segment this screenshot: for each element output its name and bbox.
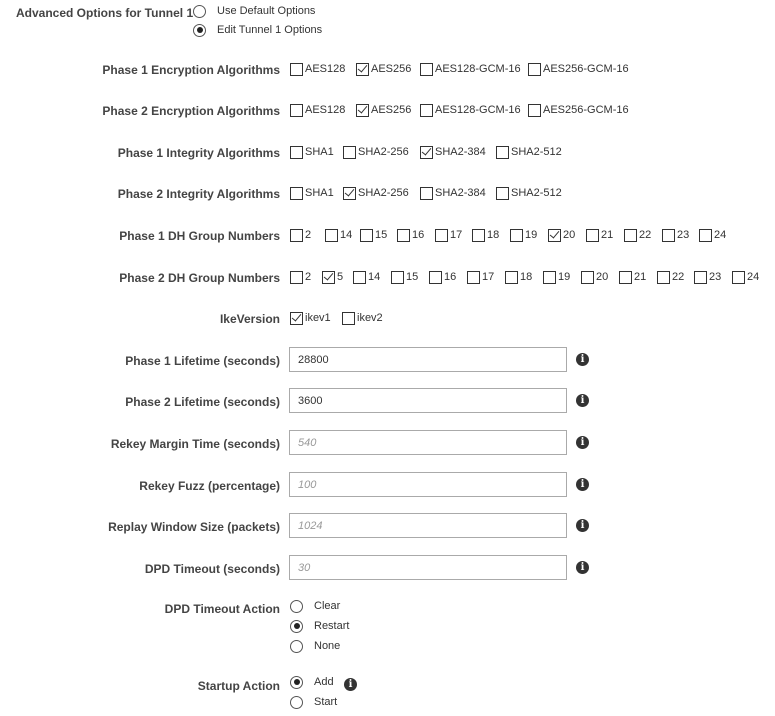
checkbox-box[interactable] bbox=[619, 271, 632, 284]
checkbox-label: AES256 bbox=[371, 63, 412, 75]
input-placeholder: 540 bbox=[298, 436, 317, 449]
phase1-dh-label: Phase 1 DH Group Numbers bbox=[119, 229, 280, 243]
checkbox-dh-2[interactable] bbox=[290, 269, 311, 285]
checkbox-label: SHA2-256 bbox=[358, 187, 409, 199]
checkbox-dh-16[interactable] bbox=[429, 269, 456, 285]
checkbox-label: 24 bbox=[747, 271, 760, 283]
checkbox-box[interactable] bbox=[472, 229, 485, 242]
checkbox-box[interactable] bbox=[420, 187, 433, 200]
info-icon[interactable]: i bbox=[576, 478, 589, 491]
radio-label: Restart bbox=[314, 620, 350, 632]
checkbox-label: 23 bbox=[677, 229, 690, 241]
checkbox-label: AES256-GCM-16 bbox=[543, 104, 629, 116]
checkbox-box[interactable] bbox=[343, 187, 356, 200]
radio-button[interactable] bbox=[290, 620, 303, 633]
checkbox-label: SHA2-384 bbox=[435, 146, 486, 158]
checkbox-dh-17[interactable] bbox=[467, 269, 494, 285]
checkbox-dh-24[interactable] bbox=[699, 227, 726, 243]
checkbox-dh-24[interactable] bbox=[732, 269, 759, 285]
phase2-dh-label: Phase 2 DH Group Numbers bbox=[119, 271, 280, 285]
checkbox-box[interactable] bbox=[420, 63, 433, 76]
checkbox-box[interactable] bbox=[496, 146, 509, 159]
checkbox-label: SHA1 bbox=[305, 146, 334, 158]
checkbox-box[interactable] bbox=[325, 229, 338, 242]
info-icon[interactable]: i bbox=[576, 394, 589, 407]
checkbox-box[interactable] bbox=[662, 229, 675, 242]
checkbox-dh-5[interactable] bbox=[322, 269, 343, 285]
checkbox-aes256-gcm-16[interactable] bbox=[528, 102, 629, 118]
checkbox-box[interactable] bbox=[699, 229, 712, 242]
checkbox-box[interactable] bbox=[496, 187, 509, 200]
checkbox-box[interactable] bbox=[429, 271, 442, 284]
checkbox-label: SHA1 bbox=[305, 187, 334, 199]
rekey-fuzz-input[interactable] bbox=[289, 472, 567, 497]
checkbox-label: 24 bbox=[714, 229, 727, 241]
checkbox-box[interactable] bbox=[420, 104, 433, 117]
checkbox-label: SHA2-256 bbox=[358, 146, 409, 158]
ike-version-label: IkeVersion bbox=[219, 312, 280, 326]
checkbox-box[interactable] bbox=[290, 146, 303, 159]
checkbox-label: 14 bbox=[368, 271, 381, 283]
checkbox-label: AES128 bbox=[305, 63, 346, 75]
checkbox-label: AES256 bbox=[371, 104, 412, 116]
checkbox-box[interactable] bbox=[732, 271, 745, 284]
checkbox-label: 18 bbox=[487, 229, 500, 241]
phase2-integrity-label: Phase 2 Integrity Algorithms bbox=[117, 187, 280, 201]
checkbox-sha1[interactable] bbox=[290, 144, 334, 160]
input-placeholder: 30 bbox=[298, 561, 311, 574]
checkbox-aes256-gcm-16[interactable] bbox=[528, 61, 629, 77]
rekey-margin-input[interactable] bbox=[289, 430, 567, 455]
checkbox-dh-18[interactable] bbox=[505, 269, 532, 285]
replay-window-label: Replay Window Size (packets) bbox=[108, 520, 280, 534]
dpd-action-label: DPD Timeout Action bbox=[164, 602, 280, 616]
checkbox-label: SHA2-512 bbox=[511, 146, 562, 158]
checkbox-box[interactable] bbox=[528, 63, 541, 76]
checkbox-box[interactable] bbox=[624, 229, 637, 242]
input-value: 3600 bbox=[298, 394, 323, 407]
checkbox-box[interactable] bbox=[581, 271, 594, 284]
checkbox-dh-20[interactable] bbox=[581, 269, 608, 285]
info-icon[interactable]: i bbox=[576, 353, 589, 366]
radio-button[interactable] bbox=[290, 676, 303, 689]
checkbox-label: 17 bbox=[482, 271, 495, 283]
dpd-timeout-label: DPD Timeout (seconds) bbox=[144, 562, 280, 576]
checkbox-box[interactable] bbox=[510, 229, 523, 242]
radio-button[interactable] bbox=[290, 696, 303, 709]
radio-button[interactable] bbox=[290, 600, 303, 613]
checkbox-label: SHA2-384 bbox=[435, 187, 486, 199]
checkbox-box[interactable] bbox=[353, 271, 366, 284]
checkbox-dh-15[interactable] bbox=[391, 269, 418, 285]
checkbox-aes128[interactable] bbox=[290, 102, 345, 118]
checkbox-box[interactable] bbox=[290, 63, 303, 76]
checkbox-label: ikev1 bbox=[305, 312, 331, 324]
checkbox-dh-18[interactable] bbox=[472, 227, 499, 243]
checkbox-label: AES128-GCM-16 bbox=[435, 104, 521, 116]
checkbox-label: AES128-GCM-16 bbox=[435, 63, 521, 75]
checkbox-label: 22 bbox=[672, 271, 685, 283]
checkbox-label: 5 bbox=[337, 271, 344, 283]
radio-startup-add[interactable] bbox=[290, 674, 334, 690]
checkbox-label: 16 bbox=[412, 229, 425, 241]
checkbox-box[interactable] bbox=[467, 271, 480, 284]
replay-window-input[interactable] bbox=[289, 513, 567, 538]
radio-label: None bbox=[314, 640, 341, 652]
checkbox-box[interactable] bbox=[397, 229, 410, 242]
checkbox-dh-14[interactable] bbox=[353, 269, 380, 285]
checkbox-sha2-256[interactable] bbox=[343, 185, 409, 201]
checkbox-box[interactable] bbox=[586, 229, 599, 242]
radio-label: Clear bbox=[314, 600, 341, 612]
checkbox-label: 19 bbox=[525, 229, 538, 241]
checkbox-box[interactable] bbox=[290, 104, 303, 117]
checkbox-sha2-512[interactable] bbox=[496, 185, 562, 201]
checkbox-box[interactable] bbox=[505, 271, 518, 284]
checkbox-label: 14 bbox=[340, 229, 353, 241]
checkbox-dh-19[interactable] bbox=[543, 269, 570, 285]
checkbox-label: AES256-GCM-16 bbox=[543, 63, 629, 75]
checkbox-box[interactable] bbox=[435, 229, 448, 242]
checkbox-box[interactable] bbox=[360, 229, 373, 242]
checkbox-dh-21[interactable] bbox=[619, 269, 646, 285]
checkbox-aes128[interactable] bbox=[290, 61, 345, 77]
checkbox-dh-17[interactable] bbox=[435, 227, 462, 243]
radio-use-default-options[interactable] bbox=[193, 3, 315, 19]
checkbox-label: 2 bbox=[305, 271, 312, 283]
info-icon[interactable]: i bbox=[576, 519, 589, 532]
checkbox-box[interactable] bbox=[543, 271, 556, 284]
checkbox-dh-15[interactable] bbox=[360, 227, 387, 243]
checkbox-label: 19 bbox=[558, 271, 571, 283]
checkbox-dh-21[interactable] bbox=[586, 227, 613, 243]
input-value: 28800 bbox=[298, 353, 329, 366]
checkbox-dh-20[interactable] bbox=[548, 227, 575, 243]
checkbox-aes128-gcm-16[interactable] bbox=[420, 102, 521, 118]
phase2-encryption-label: Phase 2 Encryption Algorithms bbox=[102, 104, 280, 118]
checkbox-dh-22[interactable] bbox=[624, 227, 651, 243]
checkbox-box[interactable] bbox=[694, 271, 707, 284]
checkbox-sha2-512[interactable] bbox=[496, 144, 562, 160]
checkbox-box[interactable] bbox=[343, 146, 356, 159]
checkbox-label: 20 bbox=[563, 229, 576, 241]
checkbox-dh-19[interactable] bbox=[510, 227, 537, 243]
checkbox-label: 17 bbox=[450, 229, 463, 241]
checkbox-box[interactable] bbox=[528, 104, 541, 117]
radio-label: Use Default Options bbox=[217, 5, 316, 17]
checkbox-box[interactable] bbox=[290, 229, 303, 242]
radio-label: Start bbox=[314, 696, 338, 708]
checkbox-box[interactable] bbox=[290, 187, 303, 200]
dpd-timeout-input[interactable] bbox=[289, 555, 567, 580]
checkbox-box[interactable] bbox=[420, 146, 433, 159]
checkbox-label: SHA2-512 bbox=[511, 187, 562, 199]
checkbox-label: 15 bbox=[406, 271, 419, 283]
checkbox-label: 2 bbox=[305, 229, 312, 241]
checkbox-label: 23 bbox=[709, 271, 722, 283]
checkbox-label: 21 bbox=[601, 229, 614, 241]
checkbox-box[interactable] bbox=[548, 229, 561, 242]
info-icon[interactable]: i bbox=[344, 678, 357, 691]
radio-label: Add bbox=[314, 676, 334, 688]
checkbox-box[interactable] bbox=[342, 312, 355, 325]
checkbox-label: 20 bbox=[596, 271, 609, 283]
checkbox-label: 21 bbox=[634, 271, 647, 283]
checkbox-label: 18 bbox=[520, 271, 533, 283]
checkbox-box[interactable] bbox=[322, 271, 335, 284]
checkbox-sha2-256[interactable] bbox=[343, 144, 409, 160]
checkbox-sha1[interactable] bbox=[290, 185, 334, 201]
checkbox-dh-16[interactable] bbox=[397, 227, 424, 243]
info-icon[interactable]: i bbox=[576, 436, 589, 449]
checkbox-sha2-384[interactable] bbox=[420, 185, 486, 201]
checkbox-dh-23[interactable] bbox=[694, 269, 721, 285]
checkbox-label: 15 bbox=[375, 229, 388, 241]
radio-dpd-restart[interactable] bbox=[290, 618, 349, 634]
radio-button[interactable] bbox=[193, 24, 206, 37]
checkbox-box[interactable] bbox=[657, 271, 670, 284]
phase1-lifetime-label: Phase 1 Lifetime (seconds) bbox=[125, 354, 280, 368]
checkbox-sha2-384[interactable] bbox=[420, 144, 486, 160]
rekey-margin-label: Rekey Margin Time (seconds) bbox=[110, 437, 280, 451]
tunnel-options-label: Advanced Options for Tunnel 1 bbox=[16, 6, 194, 20]
checkbox-aes256[interactable] bbox=[356, 102, 411, 118]
checkbox-dh-22[interactable] bbox=[657, 269, 684, 285]
checkbox-label: AES128 bbox=[305, 104, 346, 116]
input-placeholder: 100 bbox=[298, 478, 317, 491]
radio-edit-tunnel-options[interactable] bbox=[193, 22, 322, 38]
checkbox-dh-2[interactable] bbox=[290, 227, 311, 243]
input-placeholder: 1024 bbox=[298, 519, 323, 532]
phase1-integrity-label: Phase 1 Integrity Algorithms bbox=[117, 146, 280, 160]
checkbox-box[interactable] bbox=[290, 271, 303, 284]
radio-button[interactable] bbox=[193, 5, 206, 18]
phase1-lifetime-input[interactable] bbox=[289, 347, 567, 372]
radio-label: Edit Tunnel 1 Options bbox=[217, 24, 323, 36]
checkbox-ikev1[interactable] bbox=[290, 310, 331, 326]
phase2-lifetime-input[interactable] bbox=[289, 388, 567, 413]
startup-action-label: Startup Action bbox=[197, 679, 280, 693]
checkbox-aes128-gcm-16[interactable] bbox=[420, 61, 521, 77]
checkbox-box[interactable] bbox=[391, 271, 404, 284]
checkbox-ikev2[interactable] bbox=[342, 310, 383, 326]
checkbox-dh-14[interactable] bbox=[325, 227, 352, 243]
info-icon[interactable]: i bbox=[576, 561, 589, 574]
radio-dpd-clear[interactable] bbox=[290, 598, 340, 614]
phase1-encryption-label: Phase 1 Encryption Algorithms bbox=[102, 63, 280, 77]
checkbox-label: ikev2 bbox=[357, 312, 383, 324]
checkbox-label: 22 bbox=[639, 229, 652, 241]
phase2-lifetime-label: Phase 2 Lifetime (seconds) bbox=[125, 395, 280, 409]
checkbox-box[interactable] bbox=[356, 104, 369, 117]
radio-dpd-none[interactable] bbox=[290, 638, 340, 654]
checkbox-box[interactable] bbox=[290, 312, 303, 325]
radio-startup-start[interactable] bbox=[290, 694, 337, 710]
radio-button[interactable] bbox=[290, 640, 303, 653]
checkbox-box[interactable] bbox=[356, 63, 369, 76]
rekey-fuzz-label: Rekey Fuzz (percentage) bbox=[139, 479, 280, 493]
checkbox-dh-23[interactable] bbox=[662, 227, 689, 243]
checkbox-label: 16 bbox=[444, 271, 457, 283]
checkbox-aes256[interactable] bbox=[356, 61, 411, 77]
